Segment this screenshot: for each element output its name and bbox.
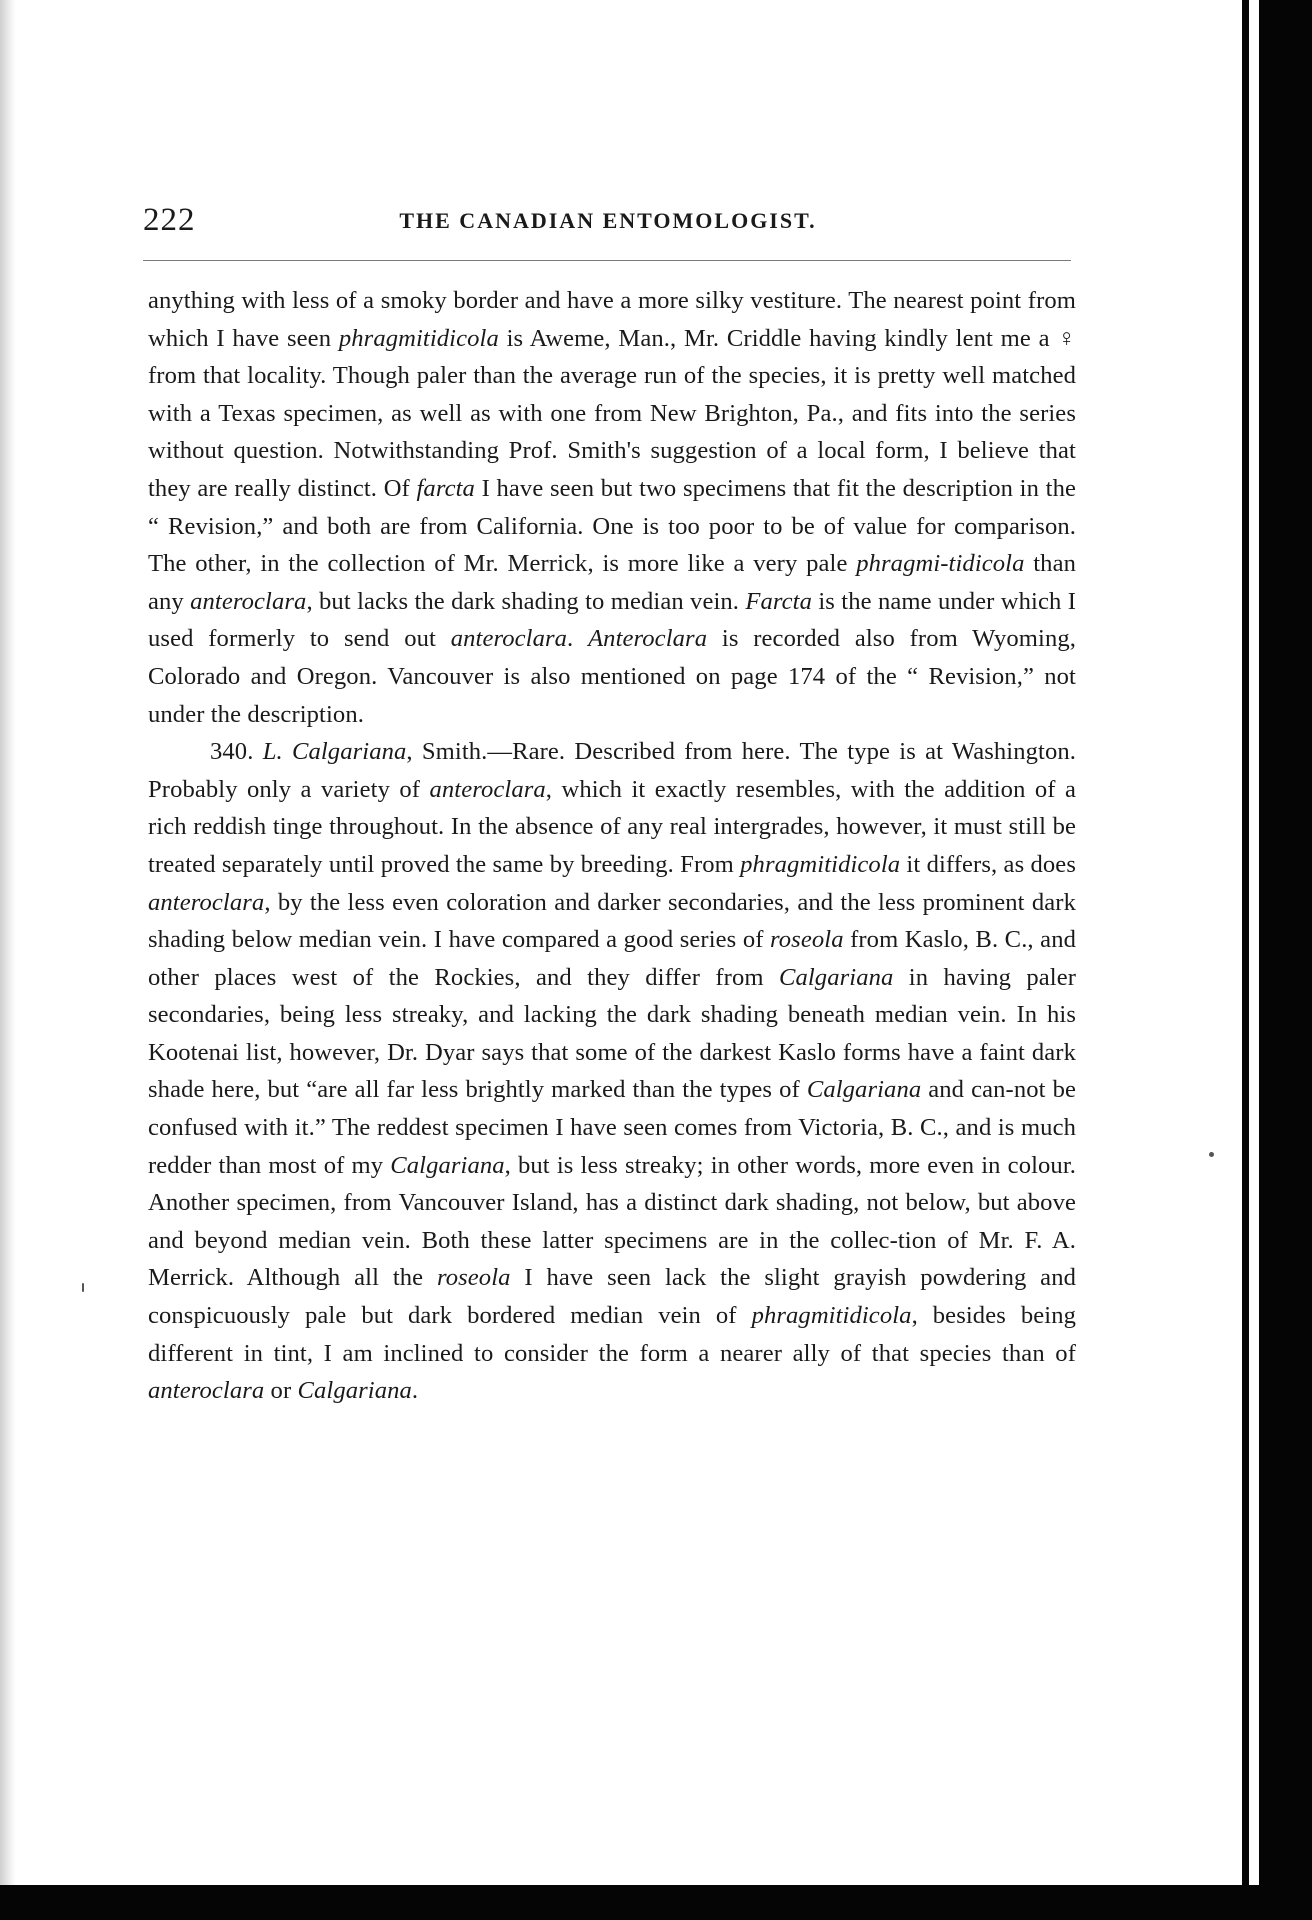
text-run: I have seen but two specimens that fit the description in the “ Revision,” and both are from California. One is too poor to be of value for comparison. The other, in the collection of Mr. Merrick, is more like a very pale [148, 474, 1076, 578]
running-head [143, 202, 1073, 238]
italic-taxon-name: L. Calgariana [262, 738, 407, 766]
scan-speck [82, 1283, 84, 1292]
text-run: . [411, 1377, 419, 1405]
text-run: , besides being different in tint, I am inclined to consider the form a nearer ally of that species than of [148, 1302, 1076, 1367]
italic-taxon-name: Calgariana [806, 1076, 922, 1104]
italic-taxon-name: Calgariana [297, 1377, 412, 1405]
scan-left-edge [0, 0, 16, 1920]
scan-right-strip [1249, 0, 1259, 1920]
italic-taxon-name: Anteroclara [588, 625, 708, 653]
italic-taxon-name: Farcta [745, 587, 813, 615]
text-run: in having paler secondaries, being less streaky, and lacking the dark shading beneath median vein. In his Kootenai list, however, Dr. Dyar says that some of the darkest Kaslo forms have a faint dark shade here, but “are all far less brightly marked than the types of [148, 963, 1077, 1104]
header-rule [143, 260, 1071, 261]
text-run: 340. [210, 738, 263, 766]
italic-taxon-name: anteroclara [450, 625, 568, 653]
text-run: it differs, as does [900, 850, 1076, 878]
text-run: is the name under which I used formerly to send out [148, 587, 1076, 653]
text-run: , but is less streaky; in other words, more even in colour. Another specimen, from Vancouver Island, has a distinct dark shading, not below, but above and beyond median vein. Both these latter specimens are in the collec-tion of Mr. F. A. Merrick. Although all the [148, 1151, 1076, 1292]
italic-taxon-name: Calgariana [778, 963, 894, 991]
italic-taxon-name: farcta [416, 474, 475, 502]
text-run: . [567, 625, 589, 653]
text-run: than any [148, 550, 1076, 615]
text-run: from Kaslo, B. C., and other places west of the Rockies, and they differ from [148, 926, 1076, 991]
italic-taxon-name: roseola [436, 1264, 511, 1292]
scan-bottom-border [0, 1885, 1312, 1920]
text-run: or [264, 1377, 298, 1405]
body-paragraph [148, 733, 1076, 1410]
scan-speck [1209, 1152, 1214, 1157]
italic-taxon-name: phragmitidicola [338, 324, 499, 352]
text-run: is Aweme, Man., Mr. Criddle having kindly lent me a ♀ from that locality. Though paler than the average run of the species, it is pretty well matched with a Texas specimen, as well as with one from New Brighton, Pa., and fits into the series without question. Notwithstanding Prof. Smith's suggestion of a local form, I believe that they are really distinct. Of [148, 324, 1076, 502]
italic-taxon-name: anteroclara [148, 888, 265, 916]
italic-taxon-name: anteroclara [148, 1377, 265, 1405]
italic-taxon-name: phragmitidicola [751, 1302, 912, 1330]
text-run: , but lacks the dark shading to median vein. [306, 587, 746, 615]
journal-title: THE CANADIAN ENTOMOLOGIST. [399, 208, 817, 233]
body-paragraph [148, 282, 1076, 733]
text-run: , which it exactly resembles, with the addition of a rich reddish tinge throughout. In the absence of any real intergrades, however, it must still be treated separately until proved the same by breeding. From [148, 775, 1076, 878]
text-run: and can-not be confused with it.” The reddest specimen I have seen comes from Victoria, B. C., and is much redder than most of my [148, 1076, 1076, 1179]
text-run: , by the less even coloration and darker secondaries, and the less prominent dark shading below median vein. I have compared a good series of [148, 888, 1076, 954]
italic-taxon-name: roseola [770, 926, 844, 954]
italic-taxon-name: anteroclara [190, 587, 307, 615]
italic-taxon-name: phragmi-tidicola [856, 550, 1025, 578]
text-run: anything with less of a smoky border and have a more silky vestiture. The nearest point from which I have seen [148, 287, 1076, 352]
text-run: I have seen lack the slight grayish powdering and conspicuously pale but dark bordered median vein of [148, 1264, 1076, 1330]
page-number: 222 [143, 202, 196, 238]
italic-taxon-name: anteroclara [429, 775, 546, 803]
text-run: , Smith.—Rare. Described from here. The type is at Washington. Probably only a variety of [148, 738, 1076, 803]
italic-taxon-name: Calgariana [390, 1151, 505, 1179]
italic-taxon-name: phragmitidicola [740, 850, 901, 878]
article-body [148, 282, 1076, 1410]
text-run: is recorded also from Wyoming, Colorado and Oregon. Vancouver is also mentioned on page 174 of the “ Revision,” not under the description. [148, 625, 1076, 728]
